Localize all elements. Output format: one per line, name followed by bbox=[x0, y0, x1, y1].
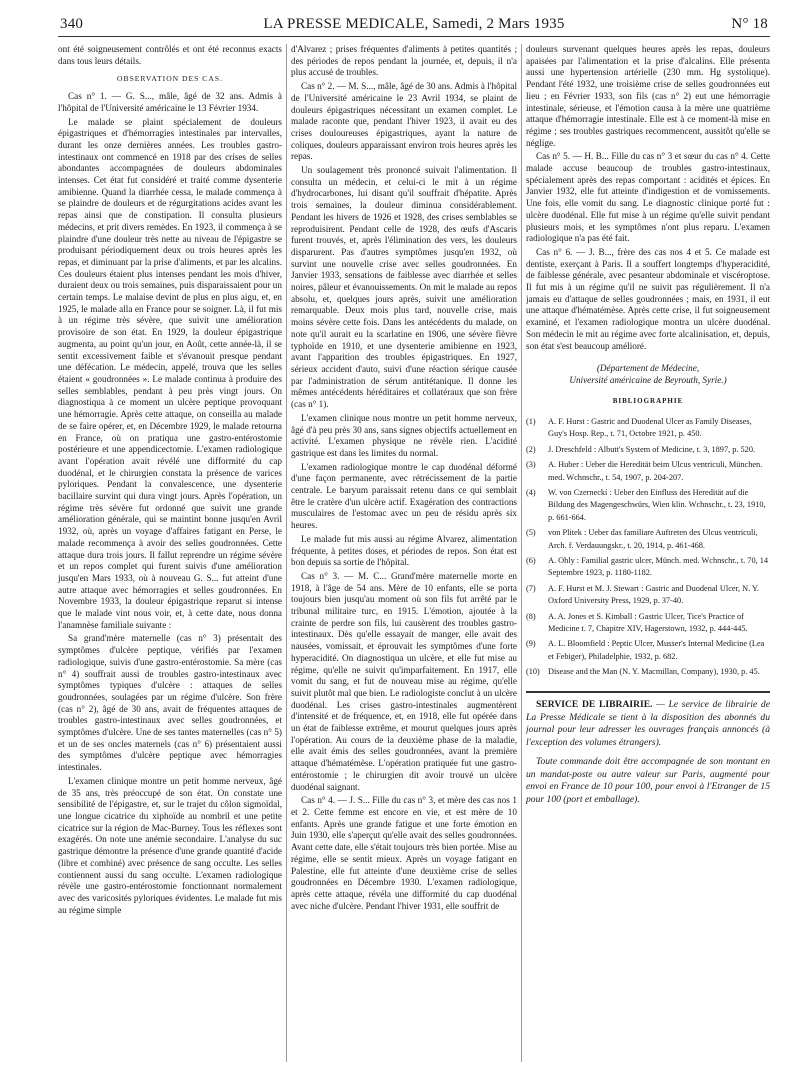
case-1-intro: Cas n° 1. — G. S..., mâle, âgé de 32 ans. Admis à l'hôpital de l'Université américaine le 13 Février 1934. bbox=[58, 91, 282, 113]
author-affiliation bbox=[526, 362, 770, 386]
paragraph: d'Alvarez ; prises fréquentes d'aliments à petites quantités ; des périodes de repos pendant la journée, et, depuis, il n'a plus accusé de troubles. bbox=[291, 44, 517, 78]
reference-text: A. L. Bloomfield : Peptic Ulcer, Musser's Internal Medicine (Lea et Febiger), Philadelphie, 1932, p. 682. bbox=[548, 639, 765, 661]
paragraph: ont été soigneusement contrôlés et ont été reconnus exacts dans tous leurs détails. bbox=[58, 44, 282, 66]
bibliography-entry bbox=[526, 459, 770, 484]
paragraph: L'examen radiologique montre le cap duodénal déformé d'une façon permanente, avec rétrécissement de la partie centrale. Le baryum paraissait retenu dans ce qui semblait être le cratère d'un ulcère actif. Exagération des contractions musculaires de l'estomac avec un peu de résidu après six heures. bbox=[291, 461, 517, 531]
reference-number: (9) bbox=[526, 639, 536, 649]
bibliography-entry bbox=[526, 583, 770, 608]
reference-text: von Plitek : Ueber das familiare Auftreten des Ulcus ventriculi, Arch. f. Verdauungskr., t. 20, 1914, p. 461-468. bbox=[548, 528, 758, 550]
bibliography-entry bbox=[526, 638, 770, 663]
case-2-intro: Cas n° 2. — M. S..., mâle, âgé de 30 ans. Admis à l'hôpital de l'Université américaine le 23 Avril 1934, se plaint de douleurs épigastriques nécessitant un examen complet. Le malade raconte que, pendant l'hiver 1923, il avait eu des crises douloureuses épigastriques, ayant la nature de coliques, douleurs apparaissant environ trois heures après les repas. bbox=[291, 81, 517, 162]
bibliography-list bbox=[526, 416, 770, 679]
bibliography-title: BIBLIOGRAPHIE bbox=[612, 397, 684, 406]
bibliography-entry bbox=[526, 666, 770, 678]
paragraph: L'examen clinique nous montre un petit homme nerveux, âgé d'à peu près 30 ans, sans signes objectifs actuellement en activité. L'examen physique ne révèle rien. L'acidité gastrique est dans les limites du normal. bbox=[291, 412, 517, 458]
affiliation-line: (Département de Médecine, bbox=[596, 363, 700, 374]
bibliography-entry bbox=[526, 611, 770, 636]
journal-title: LA PRESSE MEDICALE, Samedi, 2 Mars 1935 bbox=[263, 16, 565, 32]
reference-number: (5) bbox=[526, 528, 536, 538]
bibliography-entry bbox=[526, 444, 770, 456]
affiliation-line: Université américaine de Beyrouth, Syrie.) bbox=[569, 375, 727, 386]
paragraph: Sa grand'mère maternelle (cas n° 3) présentait des symptômes d'ulcère peptique, vérifiés par l'examen radiologique, suivis d'une gastro-entérostomie. Sa mère (cas n° 4) souffrait aussi de troubles gastro-intestinaux avec symptômes typiques d'ulcère : attaques de selles goudronnées, soulagées par un régime d'ulcère. Son frère (cas n° 2), âgé de 30 ans, avait de fréquentes attaques de troubles gastro-intestinaux avec selles goudronnées, et symptômes d'ulcère. Une de ses tantes maternelles (cas n° 5) et un de ses oncles maternels (cas n° 6) présentaient aussi des symptômes d'ulcère peptique avec hémorragies intestinales. bbox=[58, 633, 282, 773]
librairie-notice bbox=[526, 691, 770, 807]
paragraph: L'examen clinique montre un petit homme nerveux, âgé de 35 ans, très préoccupé de son état. On constate une sensibilité de l'épigastre, et, sur le trajet du côlon sigmoïdal, une longue cicatrice du xiphoïde au nombril et une petite cicatrice sur la région de Mac-Burney. Tous les réflexes sont exagérés. On note une anémie secondaire. L'analyse du suc gastrique démontre la présence d'une grande quantité d'acide (libre et combiné) avec présence de sang occulte. Les selles contiennent aussi du sang occulte. L'examen radiologique révèle une gastro-entérostomie fonctionnant normalement avec des varicosités pyloriques évidentes. Le malade fut mis au régime simple bbox=[58, 775, 282, 915]
column-divider bbox=[521, 44, 522, 1062]
reference-number: (2) bbox=[526, 444, 536, 454]
notice-text: — Le service de librairie de La Presse Médicale se tient à la disposition des abonnés du journal pour leur adresser les ouvrages français annoncés (à l'exception des volumes étrangers). bbox=[526, 698, 770, 749]
reference-number: (10) bbox=[526, 667, 540, 677]
case-4: Cas n° 4. — J. S... Fille du cas n° 3, et mère des cas nos 1 et 2. Cette femme est encore en vie, et est mère de 10 enfants. Après une grande fatigue et une forte émotion en Juin 1930, elle s'aperçut qu'elle avait des selles goudronnées. Avant cette date, elle s'était toujours très bien portée. Mise au régime, elle se sentit mieux. Après un voyage fatigant en Palestine, elle fut atteinte d'une deuxième crise de selles goudronnées en Décembre 1930. L'examen radiologique, après cette attaque, révéla une difformité du cap duodénal avec niche d'ulcère. Pendant l'hiver 1931, elle souffrit de bbox=[291, 795, 517, 911]
case-6: Cas n° 6. — J. B..., frère des cas nos 4 et 5. Ce malade est dentiste, exerçant à Paris. Il a souffert longtemps d'hyperacidité, de faiblesse générale, avec pesanteur abdominale et viscéroptose. Il fut mis à un régime qu'il ne suivit pas régulièrement. Il n'a jamais eu d'attaque de selles goudronnées ; mais, en 1931, il eut une attaque d'hématémèse. Après cette crise, il fut soigneusement examiné, et l'examen radiologique montra un ulcère duodénal. Son médecin le mit au régime avec forte alcalinisation, et, depuis, son état s'est beaucoup amélioré. bbox=[526, 246, 770, 351]
column-middle bbox=[291, 44, 517, 1068]
reference-text: W. von Czerneckí : Ueber den Einfluss des Heredität auf die Bildung des Magengeschwürs, Wien klin. Wchnschr., t. 23, 1910, p. 661-664. bbox=[548, 488, 766, 522]
reference-text: J. Dreschfeld : Albutt's System of Medicine, t. 3, 1897, p. 520. bbox=[548, 444, 756, 454]
reference-text: A. Ohly : Familial gastric ulcer, Münch. med. Wchnschr., t. 70, 14 Septembre 1923, p. 1180-1182. bbox=[548, 556, 769, 578]
paragraph: Le malade se plaint spécialement de douleurs épigastriques et d'hémorragies intestinales par intervalles, durant les onze dernières années. Les troubles gastro-intestinaux ont commencé en 1918 par des crises de selles abondantes accompagnées de douleurs abdominales intenses. Cet état fut considéré et traité comme dysenterie amibienne. Quand la diarrhée cessa, le malade commença à se plaindre de douleurs et de régurgitations acides avant les repas ainsi que de constipation. Il consulta plusieurs médecins, et prit divers remèdes. En 1923, il commença à se plaindre d'une douleur très nette au niveau de l'épigastre se produisant périodiquement deux ou trois heures après les repas, et diminuant par la prise d'aliments, et par les alcalins. Ces douleurs étaient plus intenses pendant les mois d'hiver, duraient deux ou trois semaines, puis disparaissaient pour un certain temps. Le malaise devint de plus en plus aigu, et, en 1925, le malade alla en France pour se soigner. Là, il fut mis à un régime très sévère, que suivit une amélioration provisoire de son état. En 1929, la douleur épigastrique augmenta, au point qu'un jour, en Août, cette année-là, il se sentit excessivement faible et s'évanouit presque pendant une défécation. Le médecin, appelé, trouva que les selles étaient « goudronnées ». Le malade continua à produire des selles semblables, pendant à peu près vingt jours. On diagnostiqua à ce moment un ulcère peptique provoquant une hémorragie. Après cette attaque, on conseilla au malade de se faire opérer, et, en Décembre 1929, le malade retourna en France, où on pratiqua une gastro-entérostomie postérieure et une appendicectomie. L'examen radiologique avant l'opération avait révélé une difformité du cap duodénal, et le chirurgien constata la présence de varices pyloriques. Pendant la convalescence, une dysenterie bacillaire survint qui dura vingt jours. Après l'opération, un régime très sévère fut ordonné que suivit une grande amélioration générale, qui se maintint bonne jusqu'en Avril 1932, où, après un voyage d'affaires fatigant en Perse, le malade recommença à avoir des selles goudronnées. Cette attaque dura trois jours. Il fallut reprendre un régime sévère et un repos complet qui furent suivis d'une amélioration jusqu'en Mars 1933, où à nouveau G. S... fut atteint d'une autre attaque avec hémorragies et selles goudronnées. En Novembre 1933, la douleur épigastrique reparut si intense que le malade vint nous voir, et, à cette date, nous donna l'anamnèse familiale suivante : bbox=[58, 116, 282, 630]
column-divider bbox=[286, 44, 287, 1062]
case-3: Cas n° 3. — M. C... Grand'mère maternelle morte en 1918, à l'âge de 54 ans. Mère de 10 enfants, elle se porta toujours bien jusqu'au moment où son fils fut arrêté par le tribunal militaire turc, en 1915. L'émotion, ajoutée à la crainte de perdre son fils, lui causèrent des troubles gastro-intestinaux. Dès qu'elle essayait de manger, elle avait des nausées, vomissait, et éprouvait les symptômes d'une forte hyperacidité. On diagnostiqua un ulcère, et elle fut mise au régime, qu'elle ne suivit qu'imparfaitement. En 1917, elle vomit du sang, et fut de nouveau mise au régime, qu'elle suivit plutôt mal que bien. Le radiologiste conclut à un ulcère duodénal. Les crises gastro-intestinales augmentèrent d'intensité et de fréquence, et, en 1918, elle fut opérée dans un état de faiblesse extrême, et mourut quelques jours après l'opération. Au cours de la deuxième phase de la maladie, elle avait émis des selles goudronnées, avant la première attaque d'hématémèse. L'opération pratiquée fut une gastro-entérostomie ; le chirurgien dit avoir trouvé un ulcère duodénal saignant. bbox=[291, 570, 517, 792]
reference-text: A. A. Jones et S. Kimball : Gastric Ulcer, Tice's Practice of Medicine t. 7, Chapitre XIV, Hagerstown, 1932, p. 444-445. bbox=[548, 611, 748, 634]
reference-number: (7) bbox=[526, 583, 536, 593]
reference-text: A. Huber : Ueber die Heredität beim Ulcus ventriculi, München. med. Wchnschr., t. 54, 1907, p. 204-207. bbox=[548, 460, 763, 482]
bibliography-entry bbox=[526, 487, 770, 524]
reference-number: (4) bbox=[526, 488, 536, 498]
column-left bbox=[58, 44, 282, 1068]
notice-title: SERVICE DE LIBRAIRIE. bbox=[536, 698, 653, 710]
paragraph: Le malade fut mis aussi au régime Alvarez, alimentation fréquente, à petites doses, et périodes de repos. Son état est bon depuis sa sortie de l'hôpital. bbox=[291, 533, 517, 568]
page-number: 340 bbox=[60, 16, 84, 32]
paragraph: douleurs survenant quelques heures après les repas, douleurs apaisées par l'alimentation et la prise d'alcalins. Elle présenta aussi une hypertension artérielle (230 mm. Hg systolique). Pendant l'été 1932, une troisième crise de selles goudronnées eut lieu ; en Février 1933, son fils (cas n° 2) eut une hémorragie intestinale, sérieuse, et l'émotion causa à la mère une quatrième attaque d'hémorragie intestinale. Elle est à ce moment-là mise en régime ; ses troubles gastriques recommencent, aussitôt qu'elle se néglige. bbox=[526, 44, 770, 148]
bibliography-entry bbox=[526, 416, 770, 441]
issue-number: N° 18 bbox=[731, 16, 768, 32]
bibliography-entry bbox=[526, 527, 770, 552]
paragraph: Un soulagement très prononcé suivait l'alimentation. Il consulta un médecin, et celui-ci le mit à un régime d'hydrocarbones, lui disant qu'il souffrait d'hépatite. Après trois semaines, la douleur diminua considérablement. Pendant les hivers de 1926 et 1928, des crises semblables se reproduisirent. Pendant celle de 1928, des œufs d'Ascaris furent trouvés, et, après l'élimination des vers, les douleurs disparurent. Pas d'autres symptômes jusqu'en 1932, où survint une nouvelle crise avec selles goudronnées. En Janvier 1933, sensations de faiblesse avec diarrhée et selles noires, pâleur et évanouissements. On mit le malade au repos absolu, et, quelques jours après, suivit une amélioration remarquable. Deux mois plus tard, nouvelle crise, mais moins sévère cette fois. Dans les antécédents du malade, on note qu'il aurait eu la scarlatine en 1906, une sévère fièvre typhoïde en 1910, et une dysenterie amibienne en 1923, avant l'apparition des troubles épigastriques. En 1927, sérieux accident d'auto, suivi d'une réaction sérique causée par l'administration de sérum antitétanique. Il donne les mêmes antécédents héréditaires et collatéraux que son frère (cas n° 1). bbox=[291, 165, 517, 410]
reference-number: (8) bbox=[526, 611, 536, 621]
page-header bbox=[58, 14, 770, 37]
column-right bbox=[526, 44, 770, 1068]
reference-number: (6) bbox=[526, 556, 536, 566]
section-title: OBSERVATION DES CAS. bbox=[117, 74, 223, 84]
case-5: Cas n° 5. — H. B... Fille du cas n° 3 et sœur du cas n° 4. Cette malade accuse beaucoup de troubles gastro-intestinaux, spécialement après des repas comportant : acidités et épices. En Janvier 1932, elle fut atteinte d'indigestion et de vomissements. Une fois, elle vomit du sang. Le diagnostic clinique porté fut : ulcère duodénal. Elle fut mise à un régime qu'elle suivit pendant plusieurs mois, et les symptômes n'ont plus reparu. L'examen radiologique n'a pas été fait. bbox=[526, 151, 770, 244]
notice-text: Toute commande doit être accompagnée de son montant en un mandat-poste ou autre valeur sur Paris, augmenté pour envoi en France de 10 pour 100, pour envoi à l'Etranger de 15 pour 100 (port et emballage). bbox=[526, 755, 770, 806]
reference-text: Disease and the Man (N. Y. Macmillan, Company), 1930, p. 45. bbox=[548, 667, 760, 677]
bibliography-entry bbox=[526, 555, 770, 580]
reference-text: A. F. Hurst et M. J. Stewart : Gastric and Duodenal Ulcer, N. Y. Oxford University Press, 1929, p. 37-40. bbox=[548, 583, 759, 606]
reference-text: A. F. Hurst : Gastric and Duodenal Ulcer as Family Diseases, Guy's Hosp. Rep., t. 71, Octobre 1921, p. 450. bbox=[548, 416, 752, 439]
reference-number: (3) bbox=[526, 460, 536, 470]
reference-number: (1) bbox=[526, 416, 536, 426]
